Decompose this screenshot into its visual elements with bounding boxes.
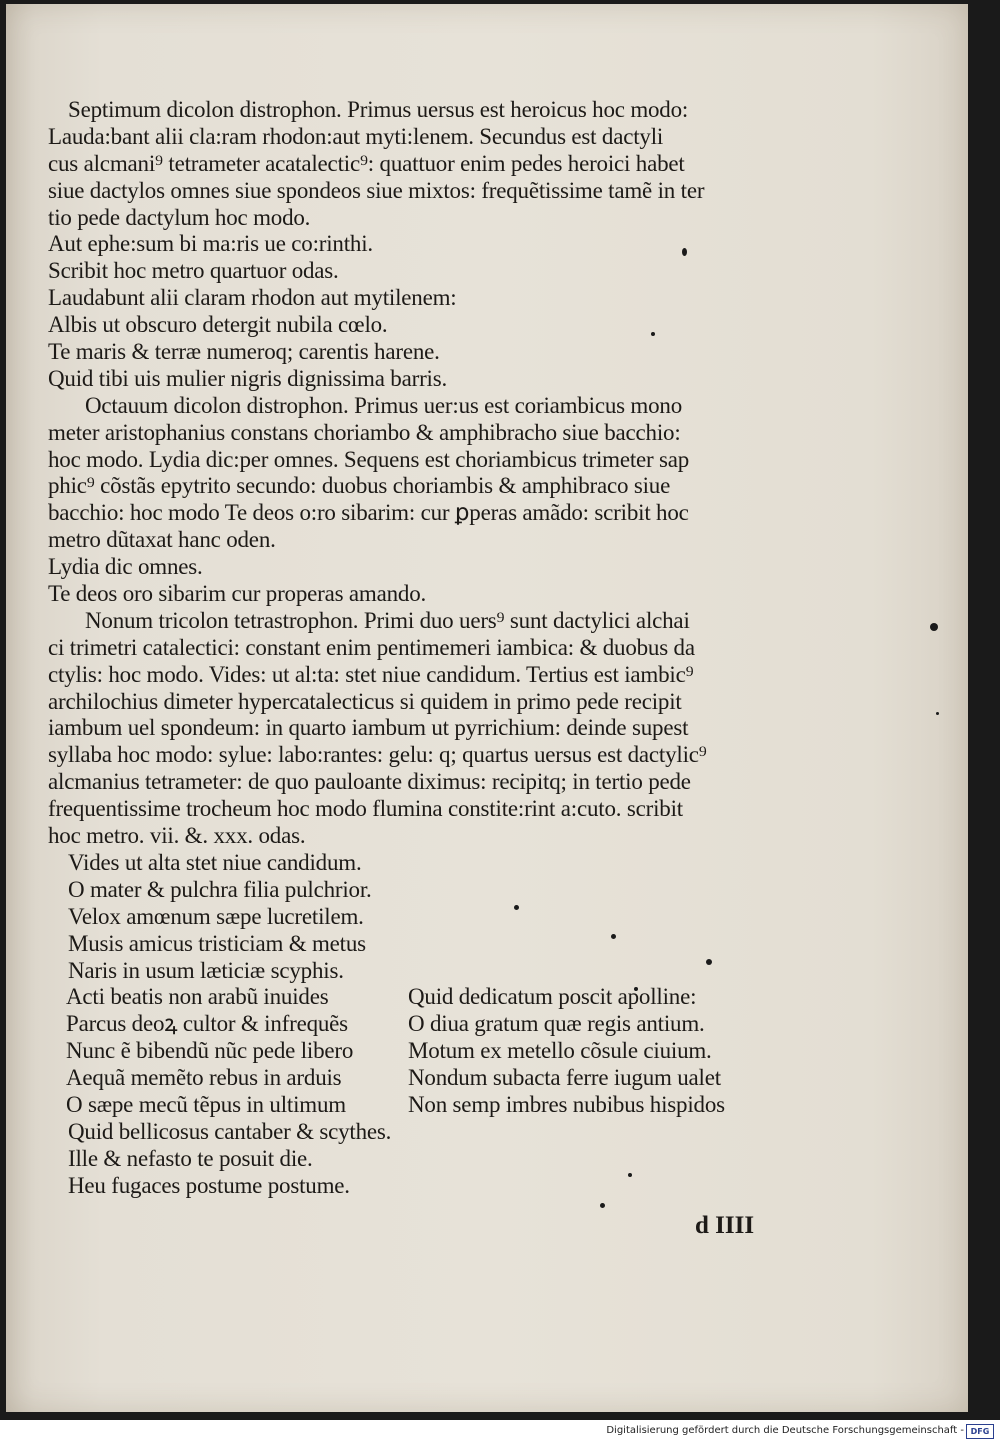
footer-bar bbox=[0, 1420, 1000, 1443]
signature-mark: d IIII bbox=[695, 1212, 755, 1239]
verse-line: Vides ut alta stet niue candidum. bbox=[68, 849, 362, 875]
text-line: tio pede dactylum hoc modo. bbox=[48, 204, 311, 230]
two-column-row bbox=[48, 984, 818, 1011]
text-line: frequentissime trocheum hoc modo flumina constite:rint a:cuto. scribit bbox=[48, 796, 683, 822]
verse-line: Musis amicus tristiciam & metus bbox=[68, 930, 366, 956]
text-line: Lauda:bant alii cla:ram rhodon:aut myti:lenem. Secundus est dactyli bbox=[48, 123, 664, 149]
text-line: hoc modo. Lydia dic:per omnes. Sequens est choriambicus trimeter sap bbox=[48, 446, 690, 472]
verse-line: Ille & nefasto te posuit die. bbox=[68, 1145, 313, 1171]
text-line: Nonum tricolon tetrastrophon. Primi duo uers⁹ sunt dactylici alchai bbox=[85, 607, 690, 633]
verse-line: O mater & pulchra filia pulchrior. bbox=[68, 876, 372, 902]
verse-line: Heu fugaces postume postume. bbox=[68, 1172, 350, 1198]
verse-incipit-right: Motum ex metello cõsule ciuium. bbox=[408, 1038, 712, 1064]
verse-line: Albis ut obscuro detergit nubila cœlo. bbox=[48, 312, 388, 338]
text-line: meter aristophanius constans choriambo & amphibracho siue bacchio: bbox=[48, 419, 681, 445]
verse-line: Velox amœnum sæpe lucretilem. bbox=[68, 903, 364, 929]
verse-incipit-left: O sæpe mecũ tẽpus in ultimum bbox=[66, 1091, 346, 1117]
text-line: alcmanius tetrameter: de quo pauloante diximus: recipitq; in tertio pede bbox=[48, 769, 691, 795]
verse-line: Naris in usum læticiæ scyphis. bbox=[68, 957, 344, 983]
verse-incipit-right: O diua gratum quæ regis antium. bbox=[408, 1011, 705, 1037]
text-line: Scribit hoc metro quartuor odas. bbox=[48, 258, 339, 284]
verse-line: Te maris & terræ numeroq; carentis harene. bbox=[48, 339, 440, 365]
funding-credit: Digitalisierung gefördert durch die Deutsche Forschungsgemeinschaft - bbox=[606, 1425, 964, 1436]
text-line: ci trimetri catalectici: constant enim pentimemeri iambica: & duobus da bbox=[48, 634, 695, 660]
two-column-row bbox=[48, 1092, 818, 1119]
ink-speck bbox=[930, 623, 938, 631]
verse-line: Laudabunt alii claram rhodon aut mytilenem: bbox=[48, 285, 457, 311]
verse-incipit-right: Quid dedicatum poscit apolline: bbox=[408, 984, 697, 1010]
text-line: ctylis: hoc modo. Vides: ut al:ta: stet niue candidum. Tertius est iambic⁹ bbox=[48, 661, 694, 687]
text-line: iambum uel spondeum: in quarto iambum ut pyrrichium: deinde supest bbox=[48, 715, 689, 741]
verse-line: Aut ephe:sum bi ma:ris ue co:rinthi. bbox=[48, 231, 373, 257]
verse-line: Te deos oro sibarim cur properas amando. bbox=[48, 581, 427, 607]
text-line: cus alcmani⁹ tetrameter acatalectic⁹: quattuor enim pedes heroici habet bbox=[48, 150, 685, 176]
text-line: syllaba hoc modo: sylue: labo:rantes: gelu: q; quartus uersus est dactylic⁹ bbox=[48, 742, 707, 768]
verse-line: Lydia dic omnes. bbox=[48, 554, 203, 580]
text-line: Octauum dicolon distrophon. Primus uer:us est coriambicus mono bbox=[85, 392, 683, 418]
page-text bbox=[48, 97, 818, 1200]
text-line: bacchio: hoc modo Te deos o:ro sibarim: cur ꝑperas amãdo: scribit hoc bbox=[48, 500, 689, 526]
verse-incipit-left: Acti beatis non arabũ inuides bbox=[66, 984, 329, 1010]
text-line: metro dũtaxat hanc oden. bbox=[48, 527, 276, 553]
text-line: hoc metro. vii. &. xxx. odas. bbox=[48, 823, 306, 849]
two-column-row bbox=[48, 1065, 818, 1092]
verse-incipit-right: Nondum subacta ferre iugum ualet bbox=[408, 1065, 721, 1091]
dfg-logo-icon: DFG bbox=[966, 1424, 994, 1439]
verse-line: Quid tibi uis mulier nigris dignissima barris. bbox=[48, 365, 448, 391]
two-column-row bbox=[48, 1011, 818, 1038]
verse-incipit-left: Nunc ẽ bibendũ nũc pede libero bbox=[66, 1038, 354, 1064]
text-line: Septimum dicolon distrophon. Primus uersus est heroicus hoc modo: bbox=[68, 97, 689, 122]
verse-incipit-right: Non semp imbres nubibus hispidos bbox=[408, 1091, 725, 1117]
verse-incipit-left: Aequã memẽto rebus in arduis bbox=[66, 1065, 342, 1091]
verse-line: Quid bellicosus cantaber & scythes. bbox=[68, 1118, 392, 1144]
ink-speck bbox=[936, 712, 939, 715]
text-line: archilochius dimeter hypercatalecticus si quidem in primo pede recipit bbox=[48, 688, 682, 714]
text-line: siue dactylos omnes siue spondeos siue mixtos: frequẽtissime tamẽ in ter bbox=[48, 177, 705, 203]
verse-incipit-left: Parcus deoꝝ cultor & infrequẽs bbox=[66, 1011, 348, 1037]
ink-speck bbox=[600, 1203, 605, 1208]
text-line: phic⁹ cõstãs epytrito secundo: duobus choriambis & amphibraco siue bbox=[48, 473, 671, 499]
two-column-row bbox=[48, 1038, 818, 1065]
